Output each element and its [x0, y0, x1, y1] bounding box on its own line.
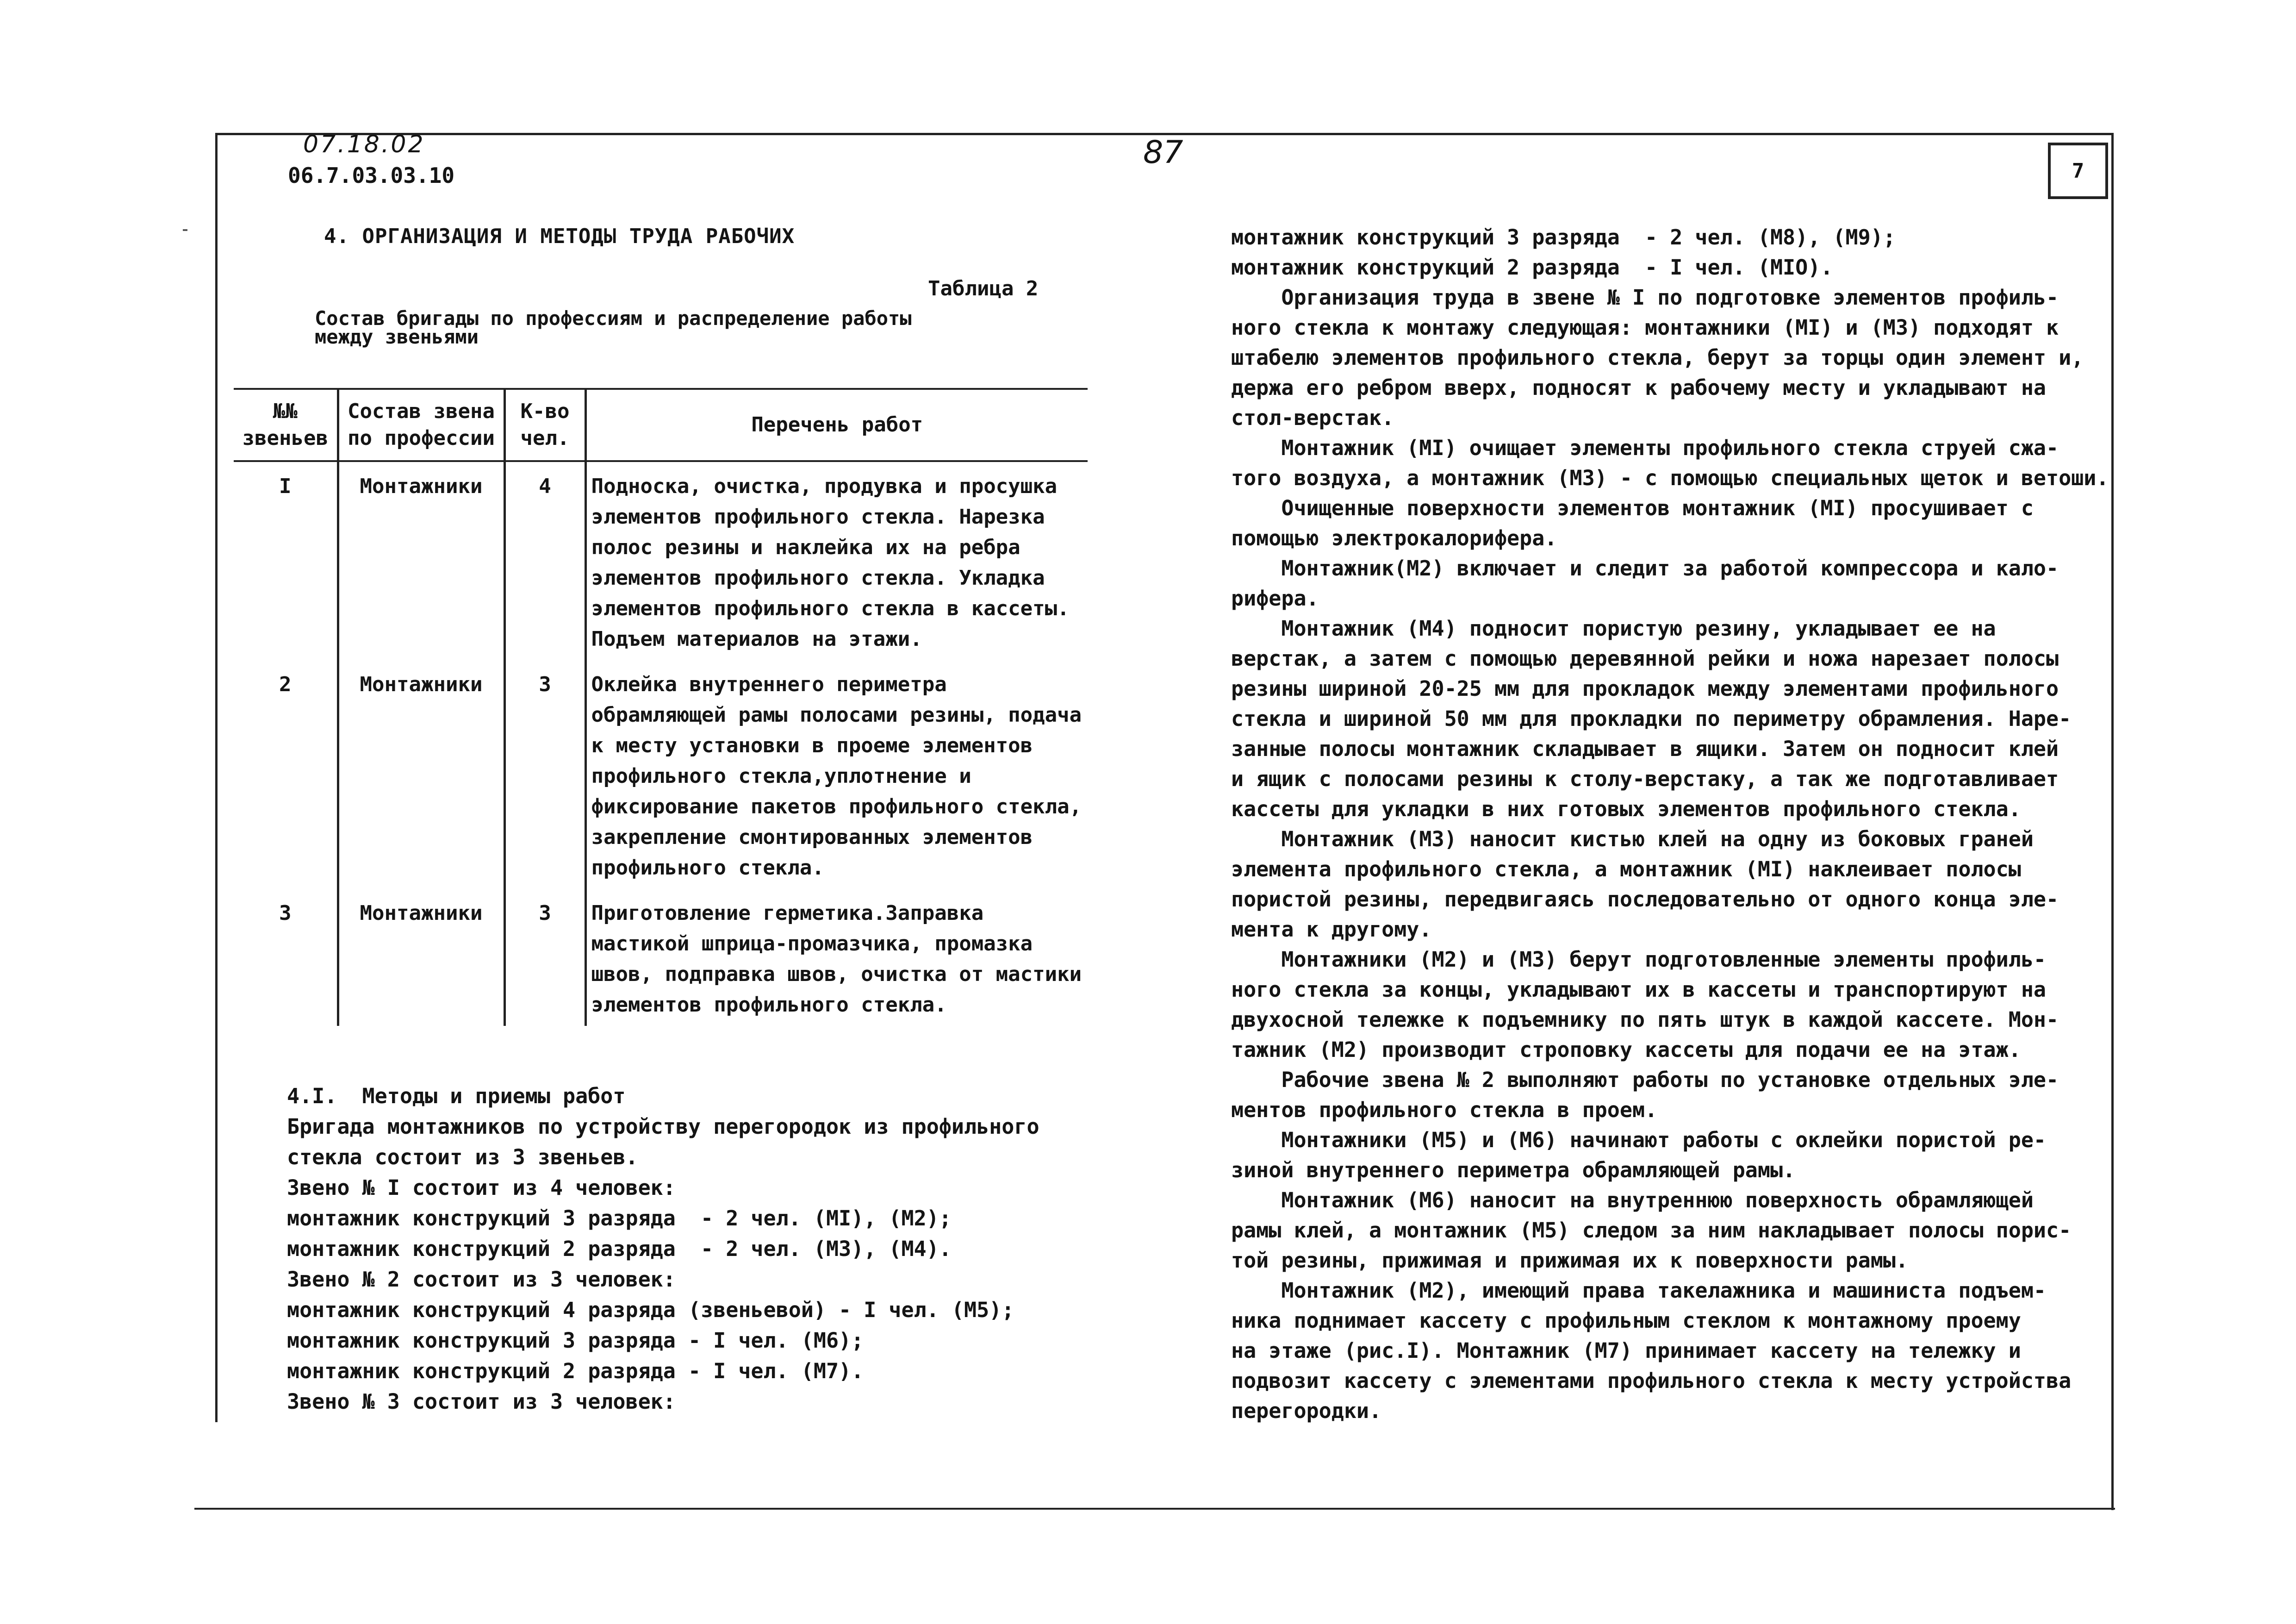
table-row: [234, 660, 1088, 889]
page-number: 87: [1143, 134, 1183, 171]
frame-bottom-line: [194, 1508, 2115, 1510]
frame-left-line: [215, 133, 218, 1422]
methods-text: 4.I. Методы и приемы работ Бригада монтажников по устройству перегородок из профильного стекла состоит из 3 звеньев. Звено № I состоит из 4 человек: монтажник конструкций 3 разряда - 2 чел. (МI), (М2); монтажник конструкций 2 разряда - 2 чел. (М3), (М4). Звено № 2 состоит из 3 человек: монтажник конструкций 4 разряда (звеньевой) - I чел. (М5); монтажник конструкций 3 разряда - I чел. (М6); монтажник конструкций 2 разряда - I чел. (М7). Звено № 3 состоит из 3 человек:: [287, 1084, 1039, 1414]
worker-count: 3: [504, 889, 585, 1026]
team-number: I: [279, 475, 292, 498]
work-list: Приготовление герметика.Заправка мастикой шприца-промазчика, промазка швов, подправка швов, очистка от мастики элементов профильного стекла.: [585, 889, 1088, 1026]
header-cell: Состав звена по профессии: [338, 389, 504, 461]
header-cell: К-во чел.: [504, 389, 585, 461]
team-composition: Монтажники: [338, 660, 504, 889]
worker-count: 4: [504, 461, 585, 660]
table-row: [234, 461, 1088, 660]
team-composition: Монтажники: [338, 461, 504, 660]
work-list: Подноска, очистка, продувка и просушка элементов профильного стекла. Нарезка полос резины и наклейка их на ребра элементов профильного стекла. Укладка элементов профильного стекла в кассеты. Подъем материалов на этажи.: [585, 461, 1088, 660]
team-composition: Монтажники: [338, 889, 504, 1026]
table-title: Состав бригады по профессиям и распределение работы между звеньями: [315, 307, 912, 348]
table-caption: Таблица 2: [928, 277, 1039, 300]
corner-mark: [2048, 143, 2108, 199]
section-title: 4. ОРГАНИЗАЦИЯ И МЕТОДЫ ТРУДА РАБОЧИХ: [324, 225, 795, 248]
corner-mark-text: 7: [2072, 159, 2084, 183]
frame-right-line: [2111, 133, 2114, 1510]
table-header-row: [234, 389, 1088, 461]
document-code: 06.7.03.03.10: [288, 163, 455, 188]
scan-mark: [183, 229, 187, 231]
worker-count: 3: [504, 660, 585, 889]
header-cell: Перечень работ: [585, 389, 1088, 461]
work-distribution-table: [234, 388, 1088, 1026]
work-list: Оклейка внутреннего периметра обрамляющей рамы полосами резины, подача к месту установки в проеме элементов профильного стекла,уплотнение и фиксирование пакетов профильного стекла, закрепление смонтированных элементов профильного стекла.: [585, 660, 1088, 889]
handwritten-code: 07.18.02: [303, 131, 425, 158]
organization-text: монтажник конструкций 3 разряда - 2 чел. (М8), (М9); монтажник конструкций 2 разряда - I чел. (МIO). Организация труда в звене № I по подготовке элементов профиль- ного стекла к монтажу следующая: монтажники (МI) и (М3) подходят к штабелю элементов профильного стекла, берут за торцы один элемент и, держа его ребром вверх, подносят к рабочему месту и укладывают на стол-верстак. Монтажник (МI) очищает элементы профильного стекла струей сжа- того воздуха, а монтажник (М3) - с помощью специальных щеток и ветоши. Очищенные поверхности элементов монтажник (МI) просушивает с помощью электрокалорифера. Монтажник(М2) включает и следит за работой компрессора и кало- рифера. Монтажник (М4) подносит пористую резину, укладывает ее на верстак, а затем с помощью деревянной рейки и ножа нарезает полосы резины шириной 20-25 мм для прокладок между элементами профильного стекла и шириной 50 мм для прокладки по периметру обрамления. Наре- занные полосы монтажник складывает в ящики. Затем он подносит клей и ящик с полосами резины к столу-верстаку, а так же подготавливает кассеты для укладки в них готовых элементов профильного стекла. Монтажник (М3) наносит кистью клей на одну из боковых граней элемента профильного стекла, а монтажник (МI) наклеивает полосы пористой резины, передвигаясь последовательно от одного конца эле- мента к другому. Монтажники (М2) и (М3) берут подготовленные элементы профиль- ного стекла за концы, укладывают их в кассеты и транспортируют на двухосной тележке к подъемнику по пять штук в каждой кассете. Мон- тажник (М2) производит строповку кассеты для подачи ее на этаж. Рабочие звена № 2 выполняют работы по установке отдельных эле- ментов профильного стекла в проем. Монтажники (М5) и (М6) начинают работы с оклейки пористой ре- зиной внутреннего периметра обрамляющей рамы. Монтажник (М6) наносит на внутреннюю поверхность обрамляющей рамы клей, а монтажник (М5) следом за ним накладывает полосы порис- той резины, прижимая и прижимая их к поверхности рамы. Монтажник (М2), имеющий права такелажника и машиниста подъем- ника поднимает кассету с профильным стеклом к монтажному проему на этаже (рис.I). Монтажник (М7) принимает кассету на тележку и подвозит кассету с элементами профильного стекла к месту устройства перегородки.: [1231, 225, 2109, 1423]
header-cell: №№ звеньев: [234, 389, 338, 461]
team-number: 3: [279, 901, 292, 925]
team-number: 2: [279, 673, 292, 696]
table-row: [234, 889, 1088, 1026]
